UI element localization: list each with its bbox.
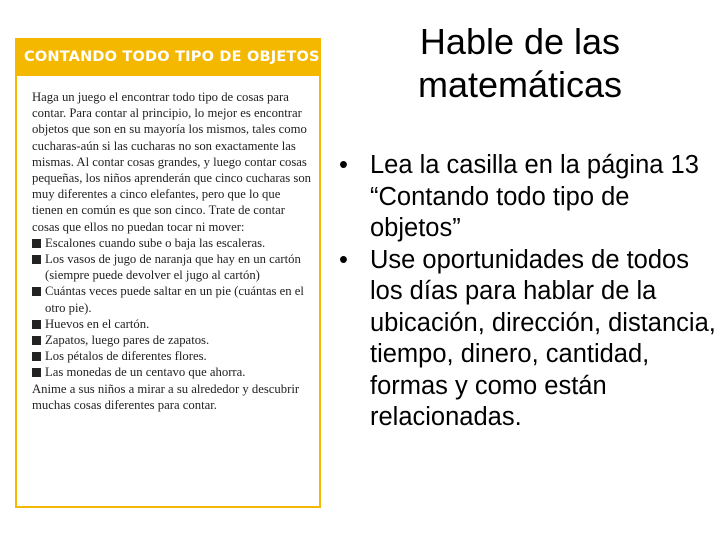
list-item-text: Escalones cuando sube o baja las escaleras. <box>45 235 266 250</box>
info-box <box>15 38 321 508</box>
square-bullet-icon <box>32 255 41 264</box>
list-item <box>32 348 314 364</box>
list-item-text: Las monedas de un centavo que ahorra. <box>45 365 246 380</box>
list-item-text: Huevos en el cartón. <box>45 316 150 331</box>
list-item-text: Cuántas veces puede saltar en un pie (cuántas en el otro pie). <box>45 284 304 315</box>
list-item <box>32 364 314 380</box>
square-bullet-icon <box>32 287 41 296</box>
square-bullet-icon <box>32 239 41 248</box>
box-list <box>32 235 314 381</box>
box-intro: Haga un juego el encontrar todo tipo de cosas para contar. Para contar al principio, lo mejor es encontrar objetos que son en su mayoría los mismos, tales como cucharas-aún si las cucharas no son exactamente las mismas. Al contar cosas grandes, y luego contar cosas pequeñas, los niños aprenderán que cinco cucharas son muy diferentes a cinco elefantes, pero que lo que tienen en común es que son cinco. Trate de contar cosas que ellos no puedan tocar ni mover: <box>32 90 312 234</box>
list-item <box>32 332 314 348</box>
bullet-item <box>336 245 716 434</box>
list-item <box>32 283 314 315</box>
square-bullet-icon <box>32 352 41 361</box>
list-item <box>32 235 314 251</box>
list-item-text: Los vasos de jugo de naranja que hay en un cartón (siempre puede devolver el jugo al cartón) <box>45 252 301 283</box>
slide-title: Hable de las matemáticas <box>417 21 623 105</box>
box-outro: Anime a sus niños a mirar a su alrededor y descubrir muchas cosas diferentes para contar. <box>32 381 300 412</box>
bullet-text: Lea la casilla en la página 13 “Contando todo tipo de objetos” <box>370 151 699 242</box>
box-body <box>32 89 314 413</box>
list-item <box>32 316 314 332</box>
square-bullet-icon <box>32 336 41 345</box>
bullet-item <box>336 150 716 245</box>
box-header: CONTANDO TODO TIPO DE OBJETOS <box>15 38 321 76</box>
square-bullet-icon <box>32 320 41 329</box>
bullet-dot-icon: • <box>339 151 348 179</box>
slide-bullets <box>336 150 716 434</box>
bullet-dot-icon: • <box>339 245 348 274</box>
bullet-text: Use oportunidades de todos los días para hablar de la ubicación, dirección, distancia, tiempo, dinero, cantidad, formas y como están relacionadas. <box>370 245 716 431</box>
list-item <box>32 251 314 283</box>
square-bullet-icon <box>32 368 41 377</box>
list-item-text: Los pétalos de diferentes flores. <box>45 349 207 364</box>
list-item-text: Zapatos, luego pares de zapatos. <box>45 333 210 348</box>
